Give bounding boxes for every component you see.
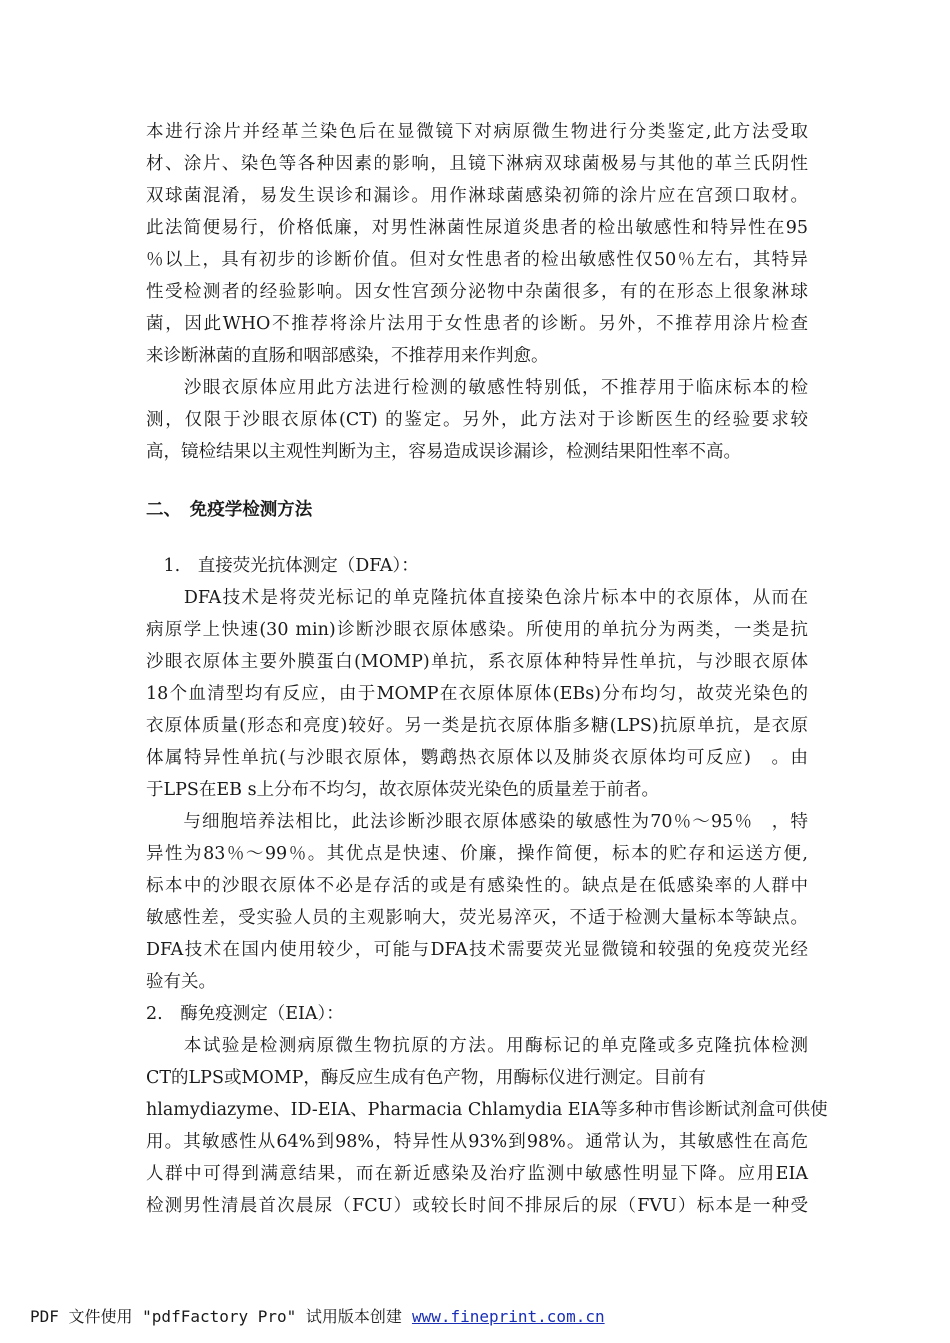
text-line: 异性为83％～99％。其优点是快速、价廉，操作简便，标本的贮存和运送方便, [146,844,808,864]
text-line: 用。其敏感性从64%到98%，特异性从93%到98%。通常认为，其敏感性在高危 [146,1132,808,1152]
text-line: 沙眼衣原体主要外膜蛋白(MOMP)单抗，系衣原体种特异性单抗，与沙眼衣原体 [146,652,808,672]
text-line: 双球菌混淆，易发生误诊和漏诊。用作淋球菌感染初筛的涂片应在宫颈口取材。 [146,186,808,206]
text-line: DFA技术是将荧光标记的单克隆抗体直接染色涂片标本中的衣原体，从而在 [146,588,808,608]
text-line: 衣原体质量(形态和亮度)较好。另一类是抗衣原体脂多糖(LPS)抗原单抗，是衣原 [146,716,808,736]
text-line: 材、涂片、染色等各种因素的影响，且镜下淋病双球菌极易与其他的革兰氏阴性 [146,154,808,174]
text-line: 菌，因此WHO不推荐将涂片法用于女性患者的诊断。另外，不推荐用涂片检查 [146,314,808,334]
text-line: 沙眼衣原体应用此方法进行检测的敏感性特别低，不推荐用于临床标本的检 [146,378,808,398]
footer-text: PDF 文件使用 "pdfFactory Pro" 试用版本创建 [30,1307,402,1326]
text-line: 性受检测者的经验影响。因女性宫颈分泌物中杂菌很多，有的在形态上很象淋球 [146,282,808,302]
text-line: CT的LPS或MOMP，酶反应生成有色产物，用酶标仪进行测定。目前有 [146,1068,706,1088]
pdf-footer [30,1305,605,1329]
text-line: 1. 直接荧光抗体测定（DFA）： [146,556,419,576]
text-line: 与细胞培养法相比，此法诊断沙眼衣原体感染的敏感性为70％～95％ ，特 [146,812,808,832]
text-line: 于LPS在EB s上分布不均匀，故衣原体荧光染色的质量差于前者。 [146,780,660,800]
text-line: 本试验是检测病原微生物抗原的方法。用酶标记的单克隆或多克隆抗体检测 [146,1036,808,1056]
text-line: 来诊断淋菌的直肠和咽部感染，不推荐用来作判愈。 [146,346,549,366]
text-line: 18个血清型均有反应，由于MOMP在衣原体原体(EBs)分布均匀，故荧光染色的 [146,684,808,704]
text-line: 高，镜检结果以主观性判断为主，容易造成误诊漏诊，检测结果阳性率不高。 [146,442,741,462]
text-line: ％以上，具有初步的诊断价值。但对女性患者的检出敏感性仅50％左右，其特异 [146,250,808,270]
text-line: 标本中的沙眼衣原体不必是存活的或是有感染性的。缺点是在低感染率的人群中 [146,876,808,896]
text-line: 检测男性清晨首次晨尿（FCU）或较长时间不排尿后的尿（FVU）标本是一种受 [146,1196,808,1216]
text-line: 测，仅限于沙眼衣原体(CT) 的鉴定。另外，此方法对于诊断医生的经验要求较 [146,410,808,430]
text-line: 人群中可得到满意结果，而在新近感染及治疗监测中敏感性明显下降。应用EIA [146,1164,808,1184]
section-heading: 二、 免疫学检测方法 [146,500,313,520]
text-line: 此法简便易行，价格低廉，对男性淋菌性尿道炎患者的检出敏感性和特异性在95 [146,218,808,238]
text-line: 敏感性差，受实验人员的主观影响大，荧光易淬灭，不适于检测大量标本等缺点。 [146,908,808,928]
text-line: 2. 酶免疫测定（EIA）： [146,1004,344,1024]
footer-link[interactable]: www.fineprint.com.cn [411,1307,605,1326]
text-line: 验有关。 [146,972,216,992]
text-line: 病原学上快速(30 min)诊断沙眼衣原体感染。所使用的单抗分为两类，一类是抗 [146,620,808,640]
text-line: hlamydiazyme、ID-EIA、Pharmacia Chlamydia EIA等多种市售诊断试剂盒可供使 [146,1100,828,1120]
text-line: 本进行涂片并经革兰染色后在显微镜下对病原微生物进行分类鉴定,此方法受取 [146,122,808,142]
text-line: DFA技术在国内使用较少，可能与DFA技术需要荧光显微镜和较强的免疫荧光经 [146,940,808,960]
text-line: 体属特异性单抗(与沙眼衣原体，鹦鹉热衣原体以及肺炎衣原体均可反应) 。由 [146,748,808,768]
